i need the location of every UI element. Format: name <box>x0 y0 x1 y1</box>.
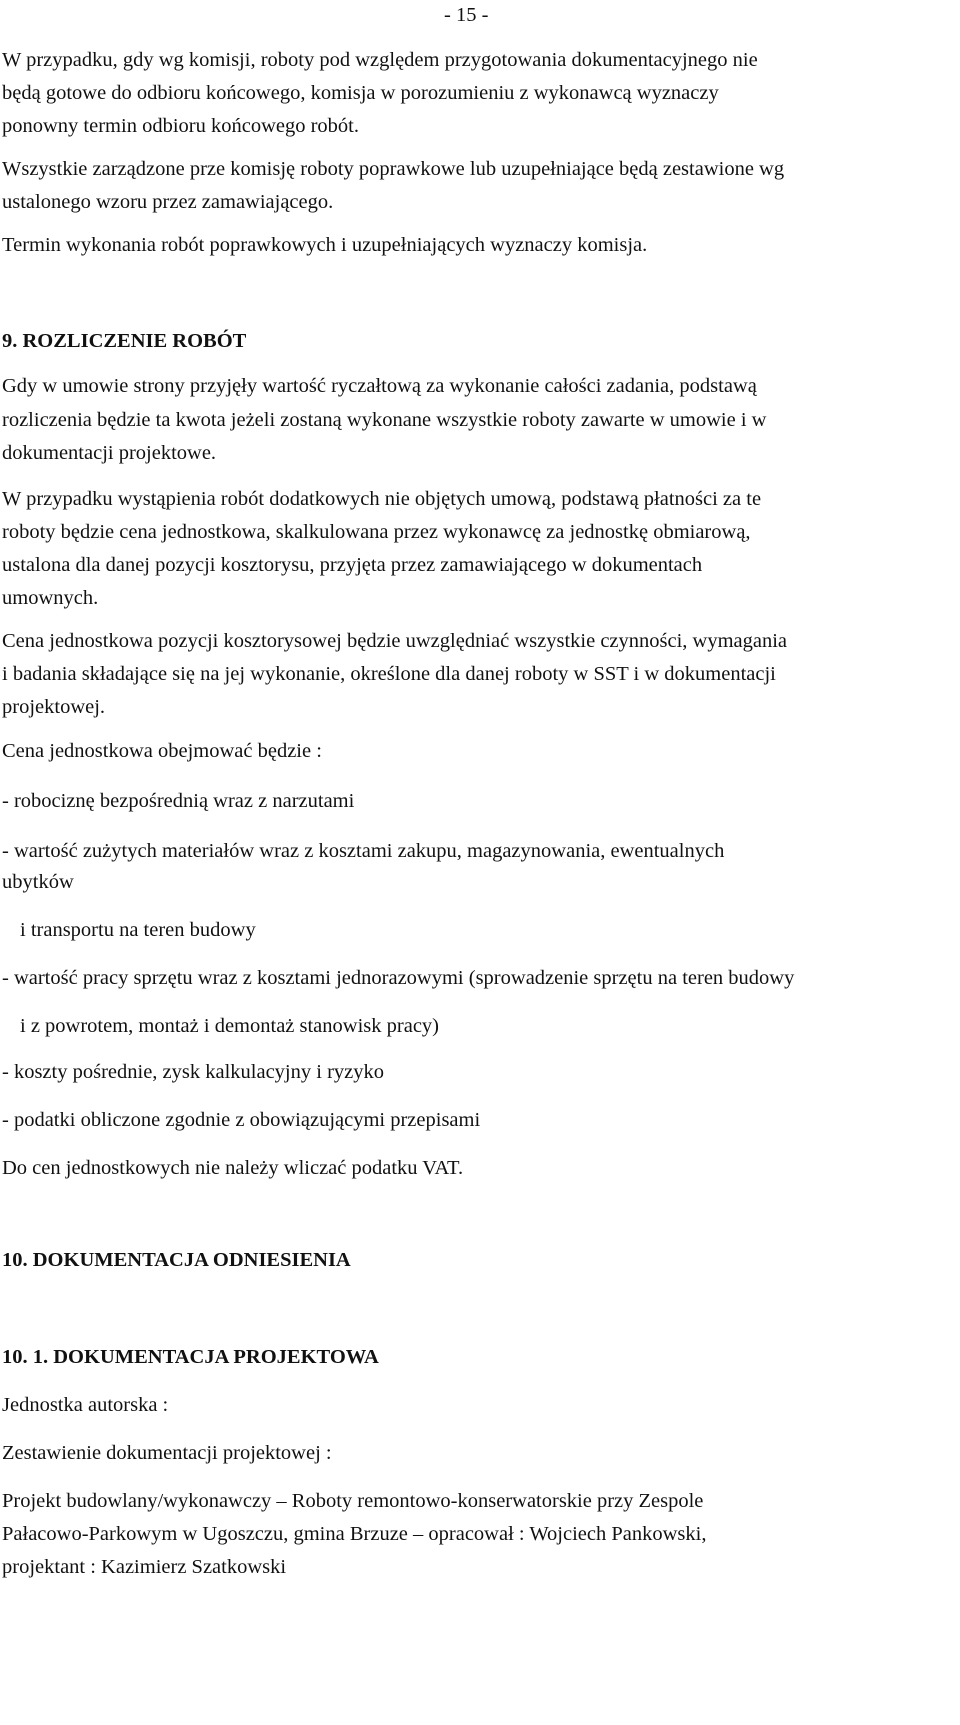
paragraph-line: rozliczenia będzie ta kwota jeżeli zostaną wykonane wszystkie roboty zawarte w umowie i w <box>2 409 767 431</box>
list-item: - robociznę bezpośrednią wraz z narzutami <box>2 790 355 812</box>
list-item: ubytków <box>2 871 74 893</box>
paragraph-line: ustalona dla danej pozycji kosztorysu, przyjęta przez zamawiającego w dokumentach <box>2 554 703 576</box>
paragraph-line: Do cen jednostkowych nie należy wliczać podatku VAT. <box>2 1157 464 1179</box>
paragraph-line: W przypadku, gdy wg komisji, roboty pod względem przygotowania dokumentacyjnego nie <box>2 49 758 71</box>
paragraph-line: Termin wykonania robót poprawkowych i uzupełniających wyznaczy komisja. <box>2 234 648 256</box>
paragraph-line: Projekt budowlany/wykonawczy – Roboty remontowo-konserwatorskie przy Zespole <box>2 1490 704 1512</box>
paragraph-line: Zestawienie dokumentacji projektowej : <box>2 1442 332 1464</box>
paragraph-line: Cena jednostkowa pozycji kosztorysowej będzie uwzględniać wszystkie czynności, wymagania <box>2 630 788 652</box>
section-heading-9: 9. ROZLICZENIE ROBÓT <box>2 330 247 352</box>
paragraph-line: i badania składające się na jej wykonanie, określone dla danej roboty w SST i w dokumentacji <box>2 663 776 685</box>
list-item: - wartość zużytych materiałów wraz z kosztami zakupu, magazynowania, ewentualnych <box>2 840 725 862</box>
list-item: - koszty pośrednie, zysk kalkulacyjny i ryzyko <box>2 1061 385 1083</box>
list-item: i z powrotem, montaż i demontaż stanowisk pracy) <box>20 1015 439 1037</box>
paragraph-line: Cena jednostkowa obejmować będzie : <box>2 740 322 762</box>
paragraph-line: W przypadku wystąpienia robót dodatkowych nie objętych umową, podstawą płatności za te <box>2 488 762 510</box>
paragraph-line: Pałacowo-Parkowym w Ugoszczu, gmina Brzuze – opracował : Wojciech Pankowski, <box>2 1523 707 1545</box>
page-number: - 15 - <box>444 4 489 26</box>
paragraph-line: projektant : Kazimierz Szatkowski <box>2 1556 287 1578</box>
paragraph-line: roboty będzie cena jednostkowa, skalkulowana przez wykonawcę za jednostkę obmiarową, <box>2 521 751 543</box>
paragraph-line: ustalonego wzoru przez zamawiającego. <box>2 191 334 213</box>
paragraph-line: będą gotowe do odbioru końcowego, komisja w porozumieniu z wykonawcą wyznaczy <box>2 82 719 104</box>
section-heading-10: 10. DOKUMENTACJA ODNIESIENIA <box>2 1249 351 1271</box>
subsection-heading-10-1: 10. 1. DOKUMENTACJA PROJEKTOWA <box>2 1346 379 1368</box>
paragraph-line: Wszystkie zarządzone prze komisję roboty poprawkowe lub uzupełniające będą zestawione wg <box>2 158 785 180</box>
paragraph-line: umownych. <box>2 587 99 609</box>
paragraph-line: projektowej. <box>2 696 106 718</box>
list-item: i transportu na teren budowy <box>20 919 256 941</box>
list-item: - podatki obliczone zgodnie z obowiązującymi przepisami <box>2 1109 481 1131</box>
paragraph-line: ponowny termin odbioru końcowego robót. <box>2 115 359 137</box>
paragraph-line: Jednostka autorska : <box>2 1394 169 1416</box>
paragraph-line: Gdy w umowie strony przyjęły wartość ryczałtową za wykonanie całości zadania, podstawą <box>2 375 757 397</box>
list-item: - wartość pracy sprzętu wraz z kosztami jednorazowymi (sprowadzenie sprzętu na teren budowy <box>2 967 795 989</box>
paragraph-line: dokumentacji projektowe. <box>2 442 217 464</box>
